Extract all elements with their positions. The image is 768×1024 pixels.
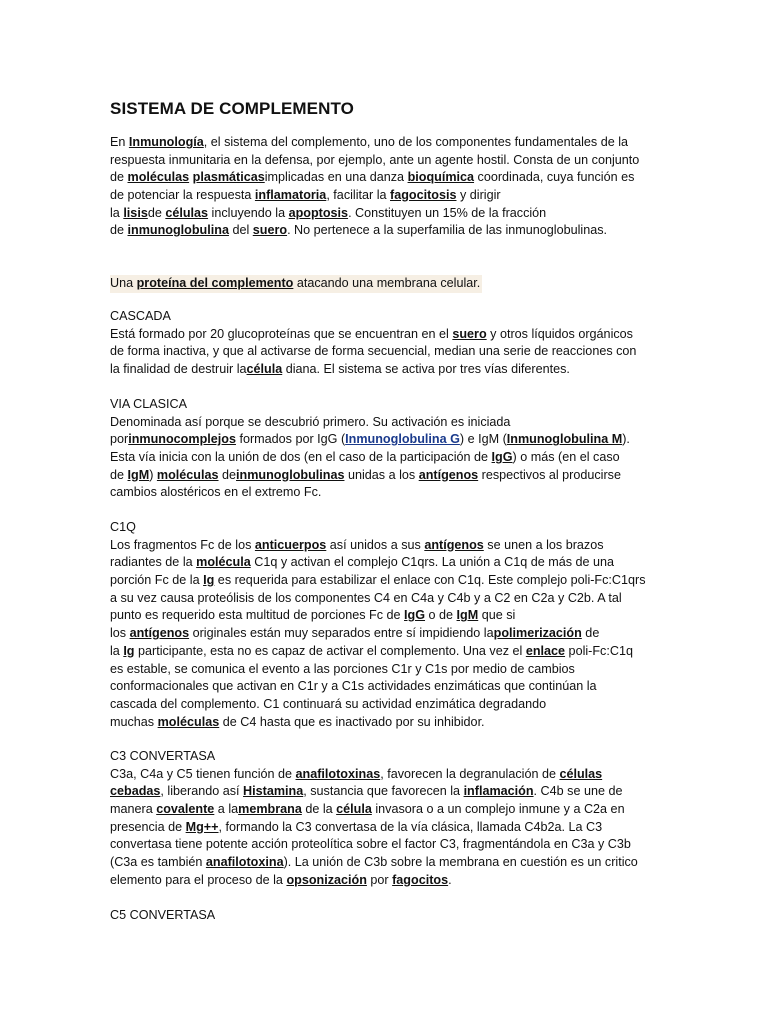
body-text: incluyendo la — [208, 205, 289, 220]
body-text: muchas — [110, 714, 158, 729]
section-heading — [110, 519, 670, 537]
term-link[interactable]: bioquímica — [407, 170, 475, 185]
body-text: manera — [110, 802, 157, 817]
term-link[interactable]: enlace — [525, 643, 566, 658]
body-text: o de — [425, 608, 457, 623]
text-line — [110, 467, 670, 485]
body-text: respuesta inmunitaria en la defensa, por ejemplo, ante un agente hostil. Consta de un conjunto — [110, 152, 640, 167]
body-text: conformacionales que activan en C1r y a C1s actividades enzimáticas que continúan la — [110, 679, 597, 694]
section-heading — [110, 748, 670, 766]
body-text: es requerida para estabilizar el enlace con C1q. Este complejo poli-Fc:C1qrs — [214, 573, 646, 588]
term-link[interactable]: suero — [252, 223, 288, 238]
body-text: convertasa tiene potente acción proteolítica sobre el factor C3, fragmentándola en C3a y C3b — [110, 837, 631, 852]
term-link[interactable]: inflamación — [463, 784, 534, 799]
term-link[interactable]: IgG — [404, 608, 426, 623]
body-text: es estable, se comunica el evento a las porciones C1r y C1s por medio de cambios — [110, 661, 575, 676]
term-link[interactable]: Ig — [123, 643, 135, 658]
body-text: , sustancia que favorecen la — [303, 784, 464, 799]
text-line — [110, 819, 670, 837]
body-text: , favorecen la degranulación de — [380, 766, 560, 781]
text-line — [110, 205, 670, 223]
body-text: por — [366, 872, 393, 887]
body-text: elemento para el proceso de la — [110, 872, 287, 887]
body-text: , liberando así — [160, 784, 244, 799]
body-text: punto es requerido esta multitud de porciones Fc de — [110, 608, 405, 623]
text-line — [110, 152, 670, 170]
term-link[interactable]: IgG — [491, 450, 513, 465]
term-link[interactable]: inmunoglobulina — [127, 223, 229, 238]
body-text: de potenciar la respuesta — [110, 188, 255, 203]
term-link[interactable]: Inmunoglobulina G — [345, 432, 460, 447]
term-link[interactable]: Histamina — [243, 784, 304, 799]
body-text: la — [110, 205, 124, 220]
section-c5-convertasa — [110, 907, 670, 925]
text-line — [110, 169, 670, 187]
body-text: , el sistema del complemento, uno de los componentes fundamentales de la — [203, 135, 629, 149]
body-text: coordinada, cuya función es — [474, 170, 635, 185]
term-link[interactable]: células — [559, 766, 603, 781]
body-text: respectivos al producirse — [478, 467, 621, 482]
body-text: C1q y activan el complejo C1qrs. La unión a C1q de más de una — [250, 555, 615, 570]
body-text: originales están muy separados entre sí impidiendo la — [189, 626, 494, 641]
text-line — [110, 134, 670, 152]
section-heading — [110, 308, 670, 326]
body-text: Denominada así porque se descubrió primero. Su activación es iniciada — [110, 414, 511, 429]
text-line — [110, 326, 670, 344]
text-line — [110, 678, 670, 696]
text-line — [110, 766, 670, 784]
body-text: poli-Fc:C1q — [565, 643, 633, 658]
body-text: la finalidad de destruir la — [110, 362, 247, 377]
body-text: VIA CLASICA — [110, 397, 187, 411]
term-link[interactable]: opsonización — [286, 872, 367, 887]
text-line — [110, 643, 670, 661]
text-line — [110, 590, 670, 608]
body-text: Esta vía inicia con la unión de dos (en el caso de la participación de — [110, 450, 492, 465]
term-link[interactable]: anticuerpos — [254, 537, 327, 552]
body-text: de forma inactiva, y que al activarse de forma secuencial, median una serie de reacciones con — [110, 344, 637, 359]
body-text: En — [110, 135, 129, 149]
body-text: cambios alostéricos en el extremo Fc. — [110, 485, 322, 500]
text-line — [110, 836, 670, 854]
body-text: unidas a los — [344, 467, 419, 482]
term-link[interactable]: moléculas — [156, 467, 219, 482]
text-line — [110, 554, 670, 572]
term-link[interactable]: molécula — [196, 555, 251, 570]
term-link[interactable]: anafilotoxina — [205, 855, 284, 870]
body-text: de — [147, 205, 166, 220]
body-text: ). La unión de C3b sobre la membrana en cuestión es un critico — [283, 855, 638, 870]
body-text: Una — [110, 276, 137, 290]
text-line — [110, 696, 670, 714]
text-line — [110, 187, 670, 205]
body-text: de — [110, 223, 128, 238]
body-text: ) e IgM ( — [459, 432, 507, 447]
term-link[interactable]: inflamatoria — [254, 188, 327, 203]
term-link[interactable]: fagocitos — [392, 872, 449, 887]
term-link[interactable]: plasmáticas — [192, 170, 265, 185]
term-link[interactable]: moléculas — [127, 170, 190, 185]
term-link[interactable]: Mg++ — [185, 819, 219, 834]
text-line — [110, 537, 670, 555]
text-line — [110, 854, 670, 872]
body-text: del — [228, 223, 253, 238]
body-text: de — [581, 626, 600, 641]
body-text: que si — [478, 608, 516, 623]
text-line — [110, 607, 670, 625]
term-link[interactable]: cebadas — [110, 784, 161, 799]
body-text: presencia de — [110, 819, 186, 834]
text-line — [110, 361, 670, 379]
body-text: C3 CONVERTASA — [110, 749, 216, 763]
section-via-clasica — [110, 396, 670, 502]
body-text: a la — [214, 802, 239, 817]
term-link[interactable]: Inmunoglobulina M — [506, 432, 623, 447]
term-link[interactable]: antígenos — [424, 537, 484, 552]
text-line — [110, 414, 670, 432]
text-line — [110, 872, 670, 890]
body-text: de C4 hasta que es inactivado por su inhibidor. — [219, 714, 485, 729]
image-caption — [110, 275, 670, 293]
body-text: formados por IgG ( — [235, 432, 346, 447]
body-text: Los fragmentos Fc de los — [110, 537, 255, 552]
body-text: de — [218, 467, 237, 482]
body-text: invasora o a un complejo inmune y a C2a en — [371, 802, 625, 817]
body-text: de — [110, 467, 128, 482]
page-title: SISTEMA DE COMPLEMENTO — [110, 99, 354, 118]
caption-highlight — [110, 275, 482, 293]
body-text: cascada del complemento. C1 continuará su actividad enzimática degradando — [110, 696, 547, 711]
term-link[interactable]: célula — [246, 362, 283, 377]
term-link[interactable]: proteína del complemento — [136, 276, 294, 290]
body-text: . — [448, 872, 452, 887]
body-text: y otros líquidos orgánicos — [486, 326, 633, 341]
section-heading — [110, 907, 670, 925]
text-line — [110, 714, 670, 732]
body-text: implicadas en una danza — [264, 170, 408, 185]
text-line — [110, 275, 670, 293]
body-text: y dirigir — [456, 188, 501, 203]
intro-paragraph — [110, 134, 670, 240]
text-line — [110, 222, 670, 240]
term-link[interactable]: Inmunología — [128, 135, 204, 149]
term-link[interactable]: Ig — [203, 573, 215, 588]
term-link[interactable]: IgM — [127, 467, 150, 482]
body-text: . Constituyen un 15% de la fracción — [348, 205, 547, 220]
term-link[interactable]: covalente — [156, 802, 215, 817]
text-line — [110, 343, 670, 361]
body-text: ) o más (en el caso — [512, 450, 620, 465]
section-c3-convertasa — [110, 748, 670, 890]
body-text: atacando una membrana celular. — [293, 276, 481, 290]
term-link[interactable]: apoptosis — [288, 205, 349, 220]
text-line — [110, 431, 670, 449]
term-link[interactable]: antígenos — [129, 626, 190, 641]
body-text: la — [110, 643, 124, 658]
term-link[interactable]: lisis — [123, 205, 148, 220]
body-text: radiantes de la — [110, 555, 197, 570]
body-text: diana. El sistema se activa por tres vías diferentes. — [282, 362, 570, 377]
text-line — [110, 572, 670, 590]
term-link[interactable]: antígenos — [418, 467, 479, 482]
text-line — [110, 661, 670, 679]
body-text: . No pertenece a la superfamilia de las inmunoglobulinas. — [287, 223, 607, 238]
term-link[interactable]: anafilotoxinas — [295, 766, 381, 781]
body-text: CASCADA — [110, 309, 171, 323]
body-text: porción Fc de la — [110, 573, 204, 588]
body-text: C1Q — [110, 520, 136, 534]
term-link[interactable]: fagocitosis — [390, 188, 457, 203]
section-cascada — [110, 308, 670, 379]
body-text: los — [110, 626, 130, 641]
text-line — [110, 625, 670, 643]
term-link[interactable]: inmunocomplejos — [128, 432, 236, 447]
body-text: por — [110, 432, 129, 447]
text-line — [110, 783, 670, 801]
body-text: se unen a los brazos — [483, 537, 604, 552]
body-text: de — [110, 170, 128, 185]
body-text: participante, esta no es capaz de activar el complemento. Una vez el — [134, 643, 526, 658]
term-link[interactable]: inmunoglobulinas — [236, 467, 345, 482]
body-text: C3a, C4a y C5 tienen función de — [110, 766, 296, 781]
body-text: , facilitar la — [326, 188, 391, 203]
term-link[interactable]: polimerización — [493, 626, 582, 641]
body-text: así unidos a sus — [326, 537, 425, 552]
term-link[interactable]: IgM — [456, 608, 479, 623]
section-heading — [110, 396, 670, 414]
body-text: , formando la C3 convertasa de la vía clásica, llamada C4b2a. La C3 — [218, 819, 603, 834]
body-text: Está formado por 20 glucoproteínas que se encuentran en el — [110, 326, 453, 341]
text-line — [110, 449, 670, 467]
text-line — [110, 484, 670, 502]
body-text: (C3a es también — [110, 855, 206, 870]
term-link[interactable]: células — [165, 205, 209, 220]
text-line — [110, 801, 670, 819]
term-link[interactable]: membrana — [238, 802, 302, 817]
body-text: a su vez causa proteólisis de los componentes C4 en C4a y C4b y a C2 en C2a y C2b. A tal — [110, 590, 622, 605]
term-link[interactable]: moléculas — [157, 714, 220, 729]
body-text: de la — [301, 802, 337, 817]
body-text: ). — [622, 432, 630, 447]
body-text: . C4b se une de — [533, 784, 623, 799]
section-c1q — [110, 519, 670, 731]
body-text: ) — [149, 467, 157, 482]
term-link[interactable]: célula — [336, 802, 372, 817]
body-text: C5 CONVERTASA — [110, 908, 216, 922]
term-link[interactable]: suero — [452, 326, 487, 341]
